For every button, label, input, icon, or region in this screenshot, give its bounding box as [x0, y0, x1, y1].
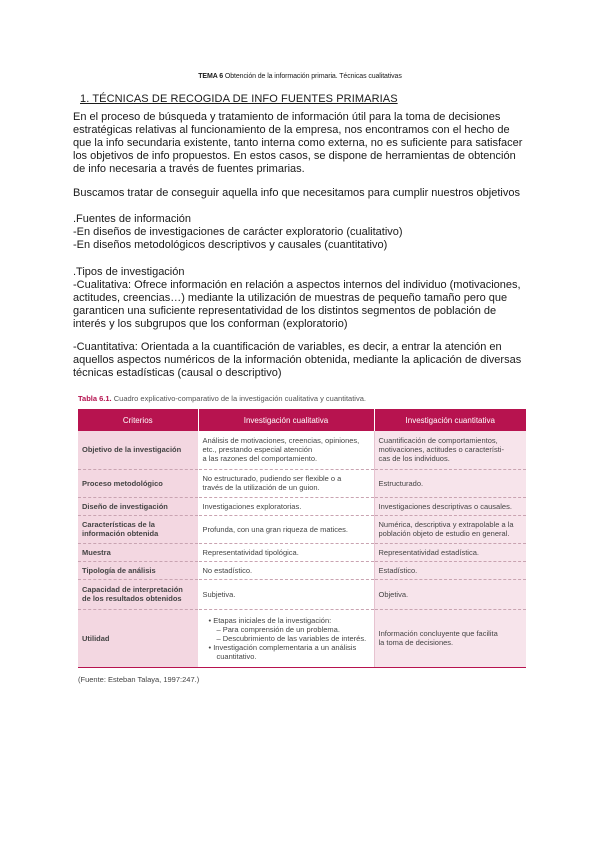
table-row [78, 431, 526, 469]
text-line: que la info secundaria existente, tanto interna como externa, no es suficiente para satisfacer [73, 137, 523, 149]
table-caption-text: Cuadro explicativo-comparativo de la investigación cualitativa y cuantitativa. [113, 394, 366, 403]
cell-line: Estructurado. [378, 478, 424, 488]
text-line: -Cualitativa: Ofrece información en relación a aspectos internos del individuo (motivaciones, [73, 279, 521, 291]
cell-line: Investigaciones exploratorias. [202, 501, 302, 511]
criterio-cell: Proceso metodológico [78, 469, 198, 497]
cell-line: Representatividad tipológica. [202, 547, 299, 557]
cell-line: Profunda, con una gran riqueza de matices. [202, 524, 349, 534]
table-row [78, 561, 526, 579]
cualitativa-cell [198, 561, 374, 579]
text-line: .Tipos de investigación [73, 266, 185, 278]
bullet-item: • Etapas iniciales de la investigación: [208, 615, 332, 625]
intro-paragraph [73, 111, 529, 176]
cell-line: Numérica, descriptiva y extrapolable a la [378, 520, 514, 529]
table-header-row [78, 409, 526, 431]
header-criterios: Criterios [78, 409, 198, 431]
text-line: de info necesaria a través de fuentes primarias. [73, 163, 305, 175]
header-subtitle: Obtención de la información primaria. Técnicas cualitativas [224, 73, 402, 80]
text-line: estratégicas relativas al funcionamiento de la empresa, nos encontramos con el hecho de [73, 124, 510, 136]
table-row [78, 543, 526, 561]
page-header [0, 73, 600, 80]
cualitativa-cell [198, 579, 374, 609]
text-line: interés y los subgrupos que los conforman (exploratorio) [73, 318, 348, 330]
cuantitativa-cell [374, 515, 526, 543]
cell-line: No estadístico. [202, 565, 253, 575]
cualitativa-cell [198, 431, 374, 469]
header-cuantitativa: Investigación cuantitativa [374, 409, 526, 431]
cell-line: a las razones del comportamiento. [202, 454, 318, 464]
comparison-table [78, 409, 526, 668]
cell-line: Cuantificación de comportamientos, [378, 436, 498, 446]
cuantitativa-paragraph [73, 341, 529, 380]
cell-line: Subjetiva. [202, 589, 236, 599]
criterio-cell: Muestra [78, 543, 198, 561]
cuantitativa-cell [374, 431, 526, 469]
tipos-paragraph [73, 266, 529, 331]
text-line: técnicas estadísticas (causal o descriptivo) [73, 367, 282, 379]
cuantitativa-cell [374, 469, 526, 497]
bullet-item: • Investigación complementaria a un análisis [208, 642, 357, 652]
section-title: 1. TÉCNICAS DE RECOGIDA DE INFO FUENTES PRIMARIAS [80, 93, 398, 105]
table-row [78, 469, 526, 497]
text-line: -En diseños metodológicos descriptivos y causales (cuantitativo) [73, 239, 388, 251]
text-line: .Fuentes de información [73, 213, 192, 225]
cuantitativa-cell [374, 543, 526, 561]
cell-line: cas de los individuos. [378, 454, 450, 464]
table-row [78, 515, 526, 543]
criterio-cell: Características de la información obtenida [78, 515, 198, 543]
criterio-cell: Capacidad de interpretación de los resultados obtenidos [78, 579, 198, 609]
cuantitativa-cell [374, 579, 526, 609]
text-line: actitudes, creencias…) mediante la utilización de muestras de pequeño tamaño pero que [73, 292, 508, 304]
cell-line: población objeto de estudio en general. [378, 529, 510, 538]
table-caption [78, 394, 366, 403]
cell-line: No estructurado, pudiendo ser flexible o a [202, 474, 342, 483]
text-line: aquellos aspectos numéricos de la información obtenida, mediante la aplicación de diversas [73, 354, 522, 366]
criterio-cell: Objetivo de la investigación [78, 431, 198, 469]
cell-line: etc., prestando especial atención [202, 445, 313, 455]
criterio-cell: Utilidad [78, 609, 198, 667]
table-source: (Fuente: Esteban Talaya, 1997:247.) [78, 675, 200, 684]
cuantitativa-cell [374, 609, 526, 667]
table-caption-label: Tabla 6.1. [78, 394, 112, 403]
cell-line: Representatividad estadística. [378, 547, 479, 557]
cualitativa-cell [198, 515, 374, 543]
table-row [78, 497, 526, 515]
fuentes-list [73, 213, 529, 252]
cualitativa-cell [198, 609, 374, 667]
cualitativa-cell [198, 469, 374, 497]
text-line: En el proceso de búsqueda y tratamiento de información útil para la toma de decisiones [73, 111, 501, 123]
text-line: -Cuantitativa: Orientada a la cuantificación de variables, es decir, a entrar la atención en [73, 341, 502, 353]
sub-bullet-item: – Descubrimiento de las variables de interés. [216, 633, 367, 643]
text-line: -En diseños de investigaciones de carácter exploratorio (cualitativo) [73, 226, 403, 238]
table-row [78, 579, 526, 609]
cell-line: motivaciones, actitudes o característi- [378, 445, 504, 455]
text-line: garanticen una suficiente representatividad de los distintos segmentos de población de [73, 305, 497, 317]
cell-line: Análisis de motivaciones, creencias, opiniones, [202, 436, 360, 446]
bullet-continuation: cuantitativo. [216, 651, 257, 661]
criterio-cell: Tipología de análisis [78, 561, 198, 579]
table-row [78, 609, 526, 667]
text-line: los objetivos de info propuestos. En estos casos, se dispone de herramientas de obtención [73, 150, 516, 162]
cell-line: Estadístico. [378, 565, 418, 575]
cualitativa-cell [198, 543, 374, 561]
sub-bullet-item: – Para comprensión de un problema. [216, 624, 340, 634]
header-cualitativa: Investigación cualitativa [198, 409, 374, 431]
cualitativa-cell [198, 497, 374, 515]
cell-line: través de la utilización de un guion. [202, 483, 320, 492]
cell-line: Objetiva. [378, 589, 409, 599]
cell-line: Información concluyente que facilita [378, 629, 498, 638]
header-tema: TEMA 6 [198, 73, 224, 80]
cuantitativa-cell [374, 561, 526, 579]
criterio-cell: Diseño de investigación [78, 497, 198, 515]
cell-line: la toma de decisiones. [378, 638, 454, 647]
cell-line: Investigaciones descriptivas o causales. [378, 501, 512, 511]
goal-paragraph: Buscamos tratar de conseguir aquella info que necesitamos para cumplir nuestros objetivos [73, 187, 520, 199]
cuantitativa-cell [374, 497, 526, 515]
